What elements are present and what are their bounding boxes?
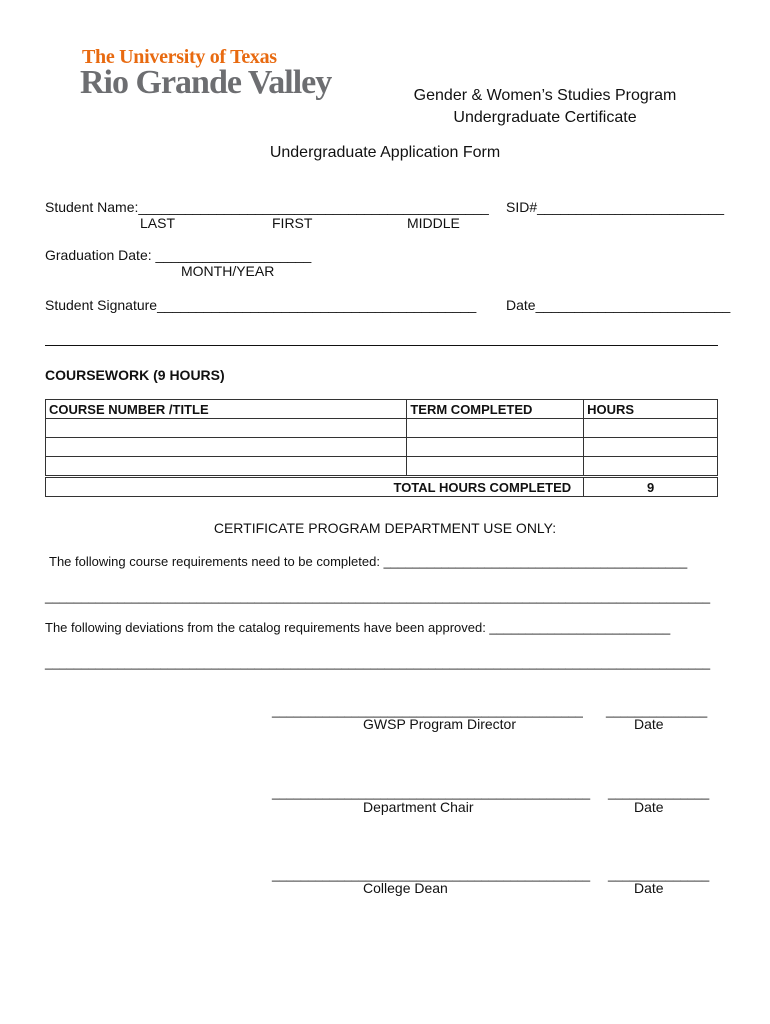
total-row [46, 477, 718, 497]
course-cell[interactable] [46, 438, 407, 457]
term-cell[interactable] [407, 438, 584, 457]
department-use-heading: CERTIFICATE PROGRAM DEPARTMENT USE ONLY: [213, 520, 557, 536]
requirements-line[interactable]: ____________________________________________________________________________________________ [45, 589, 711, 604]
certificate-title: Undergraduate Certificate [453, 109, 637, 126]
first-name-caption: FIRST [272, 215, 313, 231]
chair-signature-line[interactable]: ____________________________________________ [272, 785, 591, 800]
total-hours-value: 9 [584, 477, 718, 497]
deviations-field[interactable]: The following deviations from the catalog requirements have been approved: _________________________ [45, 620, 671, 635]
course-cell[interactable] [46, 419, 407, 438]
section-divider [45, 345, 718, 346]
sid-field[interactable]: SID#________________________ [506, 199, 724, 215]
signature-date-field[interactable]: Date_________________________ [506, 297, 731, 313]
deviations-line[interactable]: ____________________________________________________________________________________________ [45, 655, 711, 670]
table-row[interactable] [46, 438, 718, 457]
dean-signature-line[interactable]: ____________________________________________ [272, 867, 591, 882]
term-cell[interactable] [407, 457, 584, 477]
column-header-term: TERM COMPLETED [407, 400, 584, 419]
coursework-heading: COURSEWORK (9 HOURS) [45, 367, 225, 383]
middle-name-caption: MIDDLE [407, 215, 460, 231]
table-row[interactable] [46, 457, 718, 477]
logo-campus-text: Rio Grande Valley [80, 64, 332, 101]
table-header-row [46, 400, 718, 419]
coursework-table [45, 399, 718, 497]
student-signature-field[interactable]: Student Signature_________________________________________ [45, 297, 477, 313]
student-name-field[interactable]: Student Name:_____________________________________________ [45, 199, 489, 215]
chair-label: Department Chair [363, 799, 474, 815]
program-title: Gender & Women’s Studies Program [413, 87, 677, 104]
table-row[interactable] [46, 419, 718, 438]
graduation-date-field[interactable]: Graduation Date: ____________________ [45, 247, 312, 263]
column-header-course: COURSE NUMBER /TITLE [46, 400, 407, 419]
dean-date-label: Date [634, 880, 664, 896]
column-header-hours: HOURS [584, 400, 718, 419]
dean-label: College Dean [363, 880, 448, 896]
term-cell[interactable] [407, 419, 584, 438]
director-date-label: Date [634, 716, 664, 732]
hours-cell[interactable] [584, 438, 718, 457]
chair-date-line[interactable]: ______________ [608, 785, 710, 800]
logo-university-text: The University of Texas [82, 46, 277, 68]
dean-date-line[interactable]: ______________ [608, 867, 710, 882]
chair-date-label: Date [634, 799, 664, 815]
form-title: Undergraduate Application Form [269, 144, 501, 161]
director-label: GWSP Program Director [363, 716, 516, 732]
last-name-caption: LAST [140, 215, 176, 231]
hours-cell[interactable] [584, 457, 718, 477]
course-cell[interactable] [46, 457, 407, 477]
director-signature-line[interactable]: ___________________________________________ [272, 703, 583, 718]
hours-cell[interactable] [584, 419, 718, 438]
requirements-field[interactable]: The following course requirements need to be completed: __________________________________________ [49, 554, 688, 569]
director-date-line[interactable]: ______________ [606, 703, 708, 718]
month-year-caption: MONTH/YEAR [181, 263, 275, 279]
total-hours-label: TOTAL HOURS COMPLETED [46, 477, 584, 497]
